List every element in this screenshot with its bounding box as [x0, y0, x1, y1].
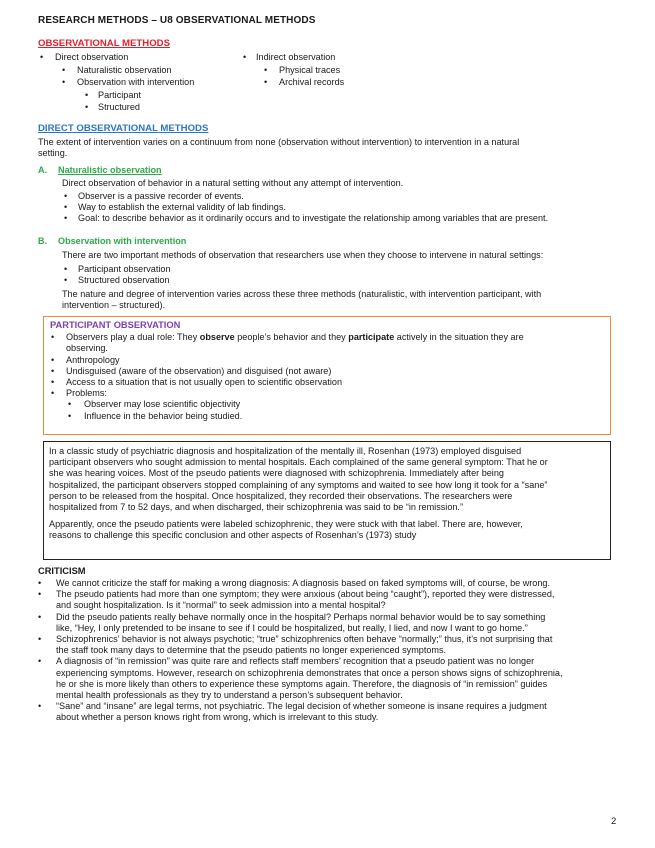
bullet: • — [40, 52, 44, 62]
list-item: • Access to a situation that is not usually open to scientific observation — [51, 377, 342, 388]
outline-direct-observation: Direct observation — [55, 52, 129, 62]
list-item: • Way to establish the external validity of lab findings. — [64, 202, 286, 213]
outline-archival-records: Archival records — [279, 77, 345, 88]
bullet: • — [264, 77, 268, 88]
list-item: • Goal: to describe behavior as it ordinarily occurs and to investigate the relationship among variables that are present. — [64, 213, 549, 224]
rosenhan-conclusion: Apparently, once the pseudo patients were labeled schizophrenic, they were stuck with that label. There are, however, reasons to challenge this specific conclusion and other aspects of Rosenhan’s (1973) study — [49, 519, 523, 541]
bullet: • — [243, 52, 247, 62]
page-title: RESEARCH METHODS – U8 OBSERVATIONAL METHODS — [38, 15, 316, 26]
naturalistic-description: Direct observation of behavior in a natural setting without any attempt of intervention. — [62, 178, 404, 188]
list-item: • Observers play a dual role: They observe people’s behavior and they participate actively in the situation they are observing. — [51, 332, 524, 354]
list-item: • Observer is a passive recorder of events. — [64, 191, 244, 201]
direct-methods-heading: DIRECT OBSERVATIONAL METHODS — [38, 123, 209, 134]
list-item: • Observer may lose scientific objectivity — [68, 399, 241, 410]
list-item: • Undisguised (aware of the observation) and disguised (not aware) — [51, 365, 332, 376]
list-item: • Did the pseudo patients really behave normally once in the hospital? Perhaps normal behavior would be to say something like, “Hey, I only pretended to be insane to see if I could be hospitalized, but really, I lied, and now I want to go home.” — [38, 611, 546, 633]
outline-indirect-observation: Indirect observation — [256, 52, 336, 62]
participant-observation-heading: PARTICIPANT OBSERVATION — [50, 320, 181, 330]
bullet: • — [264, 64, 268, 75]
list-item: • “Sane” and “insane” are legal terms, not psychiatric. The legal decision of whether someone is insane requires a judgment about whether a person knows right from wrong, which is irrelevant to this study. — [38, 701, 547, 723]
outline-with-intervention: Observation with intervention — [77, 77, 195, 88]
intervention-note: The nature and degree of intervention varies across these three methods (naturalistic, with intervention participant, with intervention – structured). — [62, 289, 542, 311]
bullet: • — [62, 77, 66, 88]
criticism-heading: CRITICISM — [38, 566, 86, 576]
page-number: 2 — [611, 816, 617, 827]
list-item: • Schizophrenics’ behavior is not always psychotic; “true” schizophrenics often behave “normally;” thus, it’s not surprising that the staff took many days to determine that the pseudo patients no longer experienced symptoms. — [38, 634, 553, 656]
list-item: • Structured observation — [64, 275, 170, 286]
intervention-list — [64, 264, 624, 286]
observational-methods-heading: OBSERVATIONAL METHODS — [38, 38, 171, 49]
outline-naturalistic: Naturalistic observation — [77, 64, 172, 75]
list-item: • Anthropology — [51, 354, 120, 365]
list-item: • We cannot criticize the staff for making a wrong diagnosis: A diagnosis based on faked symptoms will, of course, be wrong. — [38, 578, 551, 588]
list-item: • Participant observation — [64, 264, 171, 274]
list-item: • The pseudo patients had more than one symptom; they were anxious (about being “caught”), reported they were distressed, and sought hospitalization. Is it “normal” to seek admission into a mental hospital? — [38, 589, 555, 611]
bullet: • — [62, 64, 66, 75]
direct-methods-intro: The extent of intervention varies on a continuum from none (observation without intervention) to intervention in a natural setting. — [38, 137, 520, 159]
intervention-description: There are two important methods of observation that researchers use when they choose to intervene in natural settings: — [62, 250, 544, 260]
outline-physical-traces: Physical traces — [279, 64, 341, 75]
list-item: • Problems: — [51, 388, 107, 399]
outline-participant: Participant — [98, 89, 141, 100]
intervention-observation-heading: B. Observation with intervention — [38, 236, 187, 246]
rosenhan-paragraph: In a classic study of psychiatric diagnosis and hospitalization of the mentally ill, Rosenhan (1973) employed disguised participant observers who sought admission to mental hospitals. Each complained of the same general symptom: That he or she was hearing voices. Most of the pseudo patients were diagnosed with schizophrenia. Immediately after being hospitalized, the participant observers stopped complaining of any symptoms and waited to see how long it took for a “sane” person to be released from the hospital. Once hospitalized, they recorded their observations. The researchers were hospitalized from 7 to 52 days, and when discharged, their schizophrenia was said to be “in remission.” — [49, 446, 548, 513]
criticism-list — [38, 578, 616, 724]
bullet: • — [85, 102, 89, 113]
participant-observation-box — [43, 316, 611, 435]
naturalistic-list — [64, 191, 624, 225]
outline-structured: Structured — [98, 102, 140, 113]
naturalistic-observation-heading: A. Naturalistic observation — [38, 165, 162, 175]
rosenhan-study-box — [43, 441, 611, 560]
list-item: • Influence in the behavior being studied. — [68, 410, 243, 421]
list-item: • A diagnosis of “in remission” was quite rare and reflects staff members’ recognition that a pseudo patient was no longer experiencing symptoms. However, research on schizophrenia demonstrates that once a person shows signs of schizophrenia, he or she is more likely than others to experience these symptoms again. Therefore, the diagnosis of “in remission” guides mental health professionals as they try to understand a person’s subsequent behavior. — [38, 656, 563, 701]
bullet: • — [85, 89, 89, 100]
